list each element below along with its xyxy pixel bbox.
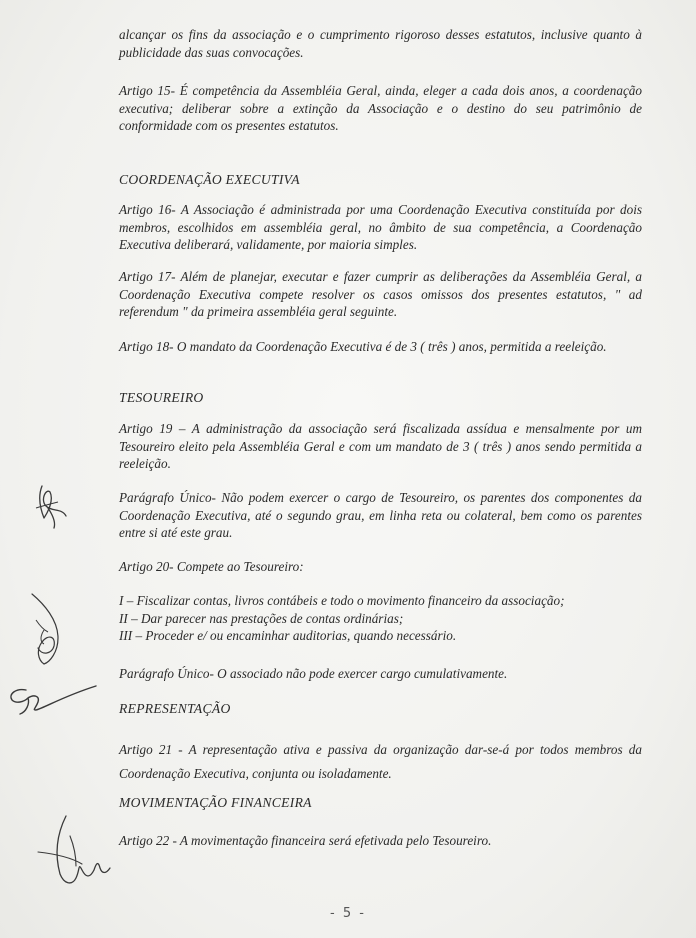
- signature-initial-3: [4, 680, 100, 720]
- signature-initial-1: [28, 478, 72, 534]
- heading-representacao: REPRESENTAÇÃO: [119, 701, 231, 716]
- list-item: I – Fiscalizar contas, livros contábeis e todo o movimento financeiro da associação;: [119, 593, 565, 608]
- list-item: III – Proceder e/ ou encaminhar auditorias, quando necessário.: [119, 628, 457, 643]
- heading-coordenacao-executiva: COORDENAÇÃO EXECUTIVA: [119, 172, 300, 187]
- signature-initial-2: [14, 590, 74, 670]
- article-17: Artigo 17- Além de planejar, executar e fazer cumprir as deliberações da Assembléia Geral, a Coordenação Executiva compete resolver os casos omissos dos presentes estatutos, " ad referendum " da primeira assembléia geral seguinte.: [119, 269, 642, 319]
- article-20-list: [119, 592, 642, 645]
- paragrafo-unico-tesoureiro: Parágrafo Único- Não podem exercer o cargo de Tesoureiro, os parentes dos componentes da Coordenação Executiva, até o segundo grau, em linha reta ou colateral, bem como os parentes entre si até este grau.: [119, 490, 642, 540]
- signature-initial-4: [36, 812, 120, 892]
- article-15: Artigo 15- É competência da Assembléia Geral, ainda, eleger a cada dois anos, a coordenação executiva; deliberar sobre a extinção da Associação e o destino do seu patrimônio de conformidade com os presentes estatutos.: [119, 83, 642, 133]
- list-item: II – Dar parecer nas prestações de contas ordinárias;: [119, 610, 404, 626]
- article-16: Artigo 16- A Associação é administrada por uma Coordenação Executiva constituída por dois membros, escolhidos em assembléia geral, no âmbito de sua competência, a Coordenação Executiva deliberará, validamente, por maioria simples.: [119, 202, 642, 252]
- heading-tesoureiro: TESOUREIRO: [119, 390, 204, 405]
- article-21: Artigo 21 - A representação ativa e passiva da organização dar-se-á por todos membros da Coordenação Executiva, conjunta ou isoladamente.: [119, 742, 642, 781]
- heading-movimentacao-financeira: MOVIMENTAÇÃO FINANCEIRA: [119, 795, 312, 810]
- article-19: Artigo 19 – A administração da associação será fiscalizada assídua e mensalmente por um Tesoureiro eleito pela Assembléia Geral e com um mandato de 3 ( três ) anos sendo permitida a reeleição.: [119, 421, 642, 471]
- article-20: Artigo 20- Compete ao Tesoureiro:: [119, 559, 304, 574]
- article-22: Artigo 22 - A movimentação financeira será efetivada pelo Tesoureiro.: [119, 833, 492, 848]
- article-18: Artigo 18- O mandato da Coordenação Executiva é de 3 ( três ) anos, permitida a reeleição.: [119, 339, 607, 354]
- page-number: - 5 -: [330, 906, 366, 921]
- paragraph-intro: alcançar os fins da associação e o cumprimento rigoroso desses estatutos, inclusive quanto à publicidade das suas convocações.: [119, 27, 642, 60]
- paragrafo-unico-cumulativo: Parágrafo Único- O associado não pode exercer cargo cumulativamente.: [119, 666, 508, 681]
